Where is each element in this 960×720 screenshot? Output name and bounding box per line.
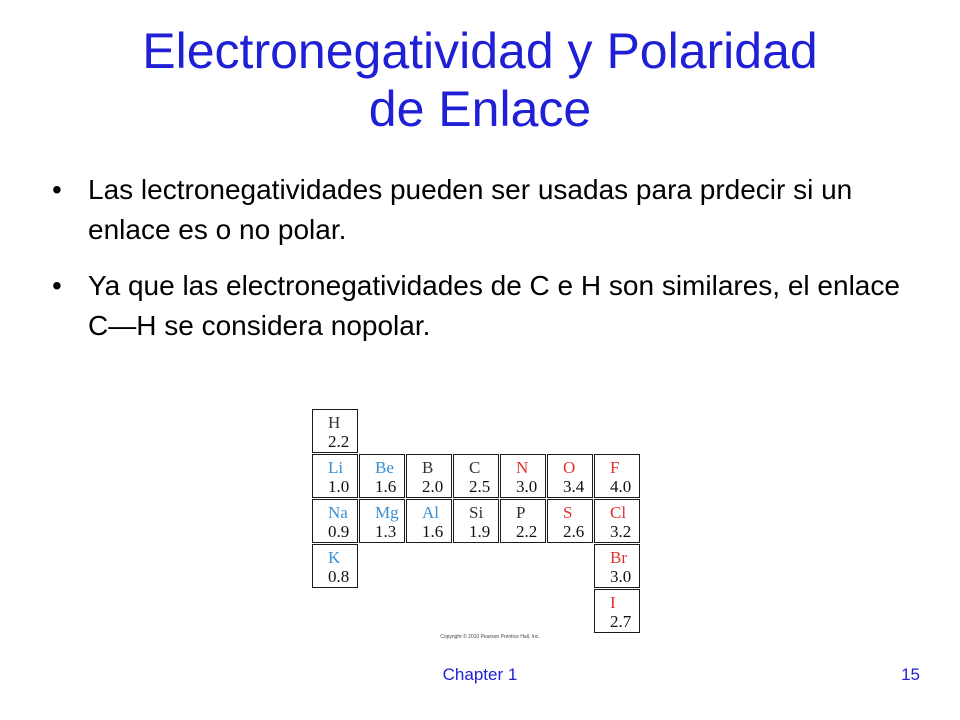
- element-symbol: H: [328, 413, 341, 432]
- element-symbol: P: [516, 503, 526, 522]
- element-symbol: C: [469, 458, 481, 477]
- bullet-icon: •: [52, 270, 62, 301]
- element-electronegativity: 2.2: [328, 432, 350, 451]
- element-electronegativity: 3.2: [610, 522, 632, 541]
- element-electronegativity: 1.0: [328, 477, 350, 496]
- element-cell-mg: [359, 499, 405, 543]
- element-symbol: K: [328, 548, 341, 567]
- element-symbol: S: [563, 503, 573, 522]
- element-cell-al: [406, 499, 452, 543]
- element-symbol: N: [516, 458, 529, 477]
- bullet-text: Ya que las electronegatividades de C e H son similares, el enlace C—H se considera nopolar.: [88, 270, 900, 341]
- element-electronegativity: 1.6: [422, 522, 444, 541]
- element-cell-si: [453, 499, 499, 543]
- element-cell-i: [594, 589, 640, 633]
- element-electronegativity: 4.0: [610, 477, 632, 496]
- element-cell-li: [312, 454, 358, 498]
- title-line-2: de Enlace: [368, 81, 592, 137]
- bullet-icon: •: [52, 174, 62, 205]
- element-electronegativity: 2.0: [422, 477, 444, 496]
- element-electronegativity: 0.9: [328, 522, 350, 541]
- element-symbol: Mg: [375, 503, 399, 522]
- element-electronegativity: 2.6: [563, 522, 585, 541]
- element-electronegativity: 1.3: [375, 522, 397, 541]
- element-cell-cl: [594, 499, 640, 543]
- element-cell-k: [312, 544, 358, 588]
- bullet-text: Las lectronegatividades pueden ser usadas para prdecir si un enlace es o no polar.: [88, 174, 853, 245]
- element-cell-n: [500, 454, 546, 498]
- element-cell-br: [594, 544, 640, 588]
- element-cell-na: [312, 499, 358, 543]
- element-symbol: Li: [328, 458, 344, 477]
- bullet-item: [48, 170, 908, 250]
- element-symbol: I: [610, 593, 616, 612]
- element-cell-c: [453, 454, 499, 498]
- element-cell-f: [594, 454, 640, 498]
- element-cell-p: [500, 499, 546, 543]
- element-symbol: Si: [469, 503, 484, 522]
- element-electronegativity: 2.5: [469, 477, 491, 496]
- element-electronegativity: 2.7: [610, 612, 632, 631]
- electronegativity-periodic-table: [312, 409, 661, 633]
- element-symbol: O: [563, 458, 576, 477]
- copyright-notice: Copyright © 2010 Pearson Prentice Hall, Inc.: [440, 634, 540, 640]
- element-symbol: Be: [375, 458, 394, 477]
- element-symbol: F: [610, 458, 620, 477]
- element-symbol: Al: [422, 503, 439, 522]
- element-cell-o: [547, 454, 593, 498]
- bullet-list: [48, 170, 908, 362]
- element-electronegativity: 3.0: [516, 477, 538, 496]
- element-cell-be: [359, 454, 405, 498]
- element-electronegativity: 1.9: [469, 522, 491, 541]
- element-electronegativity: 3.0: [610, 567, 632, 586]
- element-cell-h: [312, 409, 358, 453]
- element-electronegativity: 0.8: [328, 567, 350, 586]
- element-cell-s: [547, 499, 593, 543]
- element-symbol: Br: [610, 548, 627, 567]
- element-electronegativity: 2.2: [516, 522, 538, 541]
- element-electronegativity: 1.6: [375, 477, 397, 496]
- footer-chapter: Chapter 1: [442, 665, 518, 684]
- title-line-1: Electronegatividad y Polaridad: [142, 23, 818, 79]
- element-symbol: Cl: [610, 503, 627, 522]
- page-number: 15: [901, 665, 920, 684]
- element-symbol: B: [422, 458, 434, 477]
- bullet-item: [48, 266, 908, 346]
- element-electronegativity: 3.4: [563, 477, 585, 496]
- element-cell-b: [406, 454, 452, 498]
- slide-title: [40, 22, 920, 138]
- element-symbol: Na: [328, 503, 348, 522]
